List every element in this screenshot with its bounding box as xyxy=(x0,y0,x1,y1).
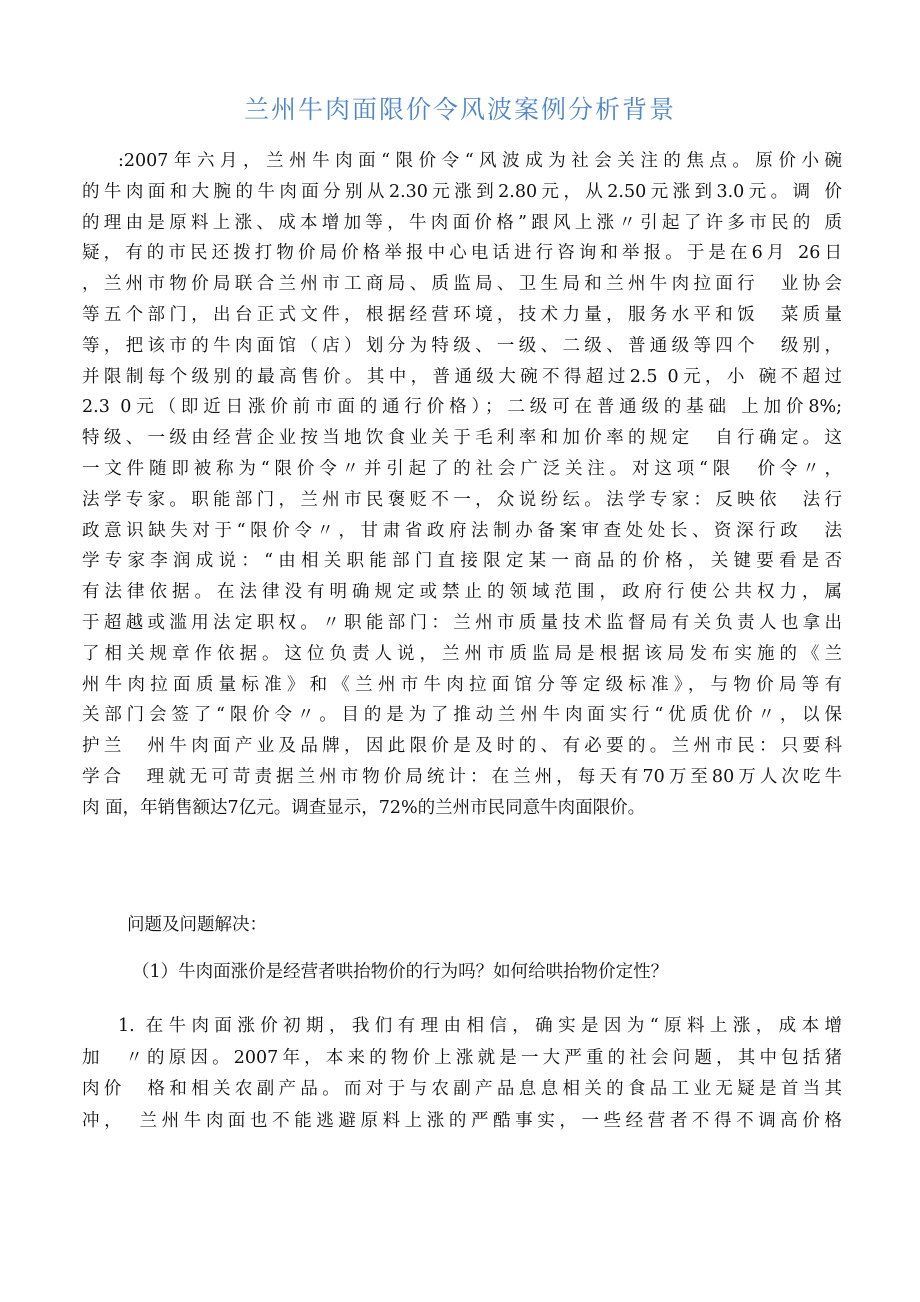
paragraph-line: 特级、一级由经营企业按当地饮食业关于毛利率和加价率的规定 自行确定。这 xyxy=(82,428,842,449)
paragraph-line: 疑，有的市民还拨打物价局价格举报中心电话进行咨询和举报。于是在6月 26日 xyxy=(82,243,842,264)
paragraph-line: 了相关规章作依据。这位负责人说，兰州市质监局是根据该局发布实施的《兰 xyxy=(82,643,842,664)
paragraph-line: 的理由是原料上涨、成本增加等，牛肉面价格”跟风上涨〃引起了许多市民的 质 xyxy=(82,212,842,233)
paragraph-line: 政意识缺失对于“限价令〃，甘肃省政府法制办备案审查处处长、资深行政 法 xyxy=(82,520,842,541)
paragraph-line: 护兰 州牛肉面产业及品牌，因此限价是及时的、有必要的。兰州市民：只要科 xyxy=(82,736,842,757)
paragraph-line: 肉 面，年销售额达7亿元。调查显示，72%的兰州市民同意牛肉面限价。 xyxy=(82,797,646,818)
paragraph-line: 肉价 格和相关农副产品。而对于与农副产品息息相关的食品工业无疑是首当其 xyxy=(82,1079,842,1099)
paragraph-line: :2007年六月，兰州牛肉面“限价令“风波成为社会关注的焦点。原价小碗 xyxy=(118,151,842,171)
paragraph-line: 2.3 0元（即近日涨价前市面的通行价格）；二级可在普通级的基础 上加价8%; xyxy=(82,397,842,418)
paragraph-line: 于超越或滥用法定职权。〃职能部门：兰州市质量技术监督局有关负责人也拿出 xyxy=(82,612,842,633)
question-heading: （1）牛肉面涨价是经营者哄抬物价的行为吗？如何给哄抬物价定性？ xyxy=(132,962,669,982)
paragraph-line: 学合 理就无可苛责据兰州市物价局统计：在兰州，每天有70万至80万人次吃牛 xyxy=(82,766,842,787)
document-title: 兰州牛肉面限价令风波案例分析背景 xyxy=(243,95,676,124)
paragraph-line: 并限制每个级别的最高售价。其中，普通级大碗不得超过2.5 0元，小 碗不超过 xyxy=(82,366,842,387)
answer-paragraph xyxy=(82,1011,842,1137)
paragraph-line: 加 〃的原因。2007年，本来的物价上涨就是一大严重的社会问题，其中包括猪 xyxy=(82,1047,842,1068)
section-heading: 问题及问题解决： xyxy=(127,915,267,935)
paragraph-line: 冲， 兰州牛肉面也不能逃避原料上涨的严酷事实，一些经营者不得不调高价格 xyxy=(82,1110,842,1131)
paragraph-line: ，兰州市物价局联合兰州市工商局、质监局、卫生局和兰州牛肉拉面行 业协会 xyxy=(82,274,842,295)
paragraph-line: 等五个部门，出台正式文件，根据经营环境，技术力量，服务水平和饭 菜质量 xyxy=(82,304,842,325)
paragraph-line: 关部门会签了“限价令〃。目的是为了推动兰州牛肉面实行“优质优价〃，以保 xyxy=(82,705,842,726)
paragraph-line: 等，把该市的牛肉面馆（店）划分为特级、一级、二级、普通级等四个 级别， xyxy=(82,335,842,356)
paragraph-line: 一文件随即被称为“限价令〃并引起了的社会广泛关注。对这项“限 价令〃， xyxy=(82,458,842,479)
background-paragraph xyxy=(82,146,842,824)
paragraph-line: 1. 在牛肉面涨价初期，我们有理由相信，确实是因为“原料上涨，成本增 xyxy=(118,1016,842,1036)
paragraph-line: 的牛肉面和大腕的牛肉面分别从2.30元涨到2.80元，从2.50元涨到3.0元。调 价 xyxy=(82,181,842,202)
paragraph-line: 有法律依据。在法律没有明确规定或禁止的领域范围，政府行使公共权力，属 xyxy=(82,582,842,603)
paragraph-line: 州牛肉拉面质量标准》和《兰州市牛肉拉面馆分等定级标准》，与物价局等有 xyxy=(82,674,842,695)
paragraph-line: 学专家李润成说：“由相关职能部门直接限定某一商品的价格，关键要看是否 xyxy=(82,551,842,572)
paragraph-line: 法学专家。职能部门，兰州市民褒贬不一，众说纷纭。法学专家：反映依 法行 xyxy=(82,489,842,510)
